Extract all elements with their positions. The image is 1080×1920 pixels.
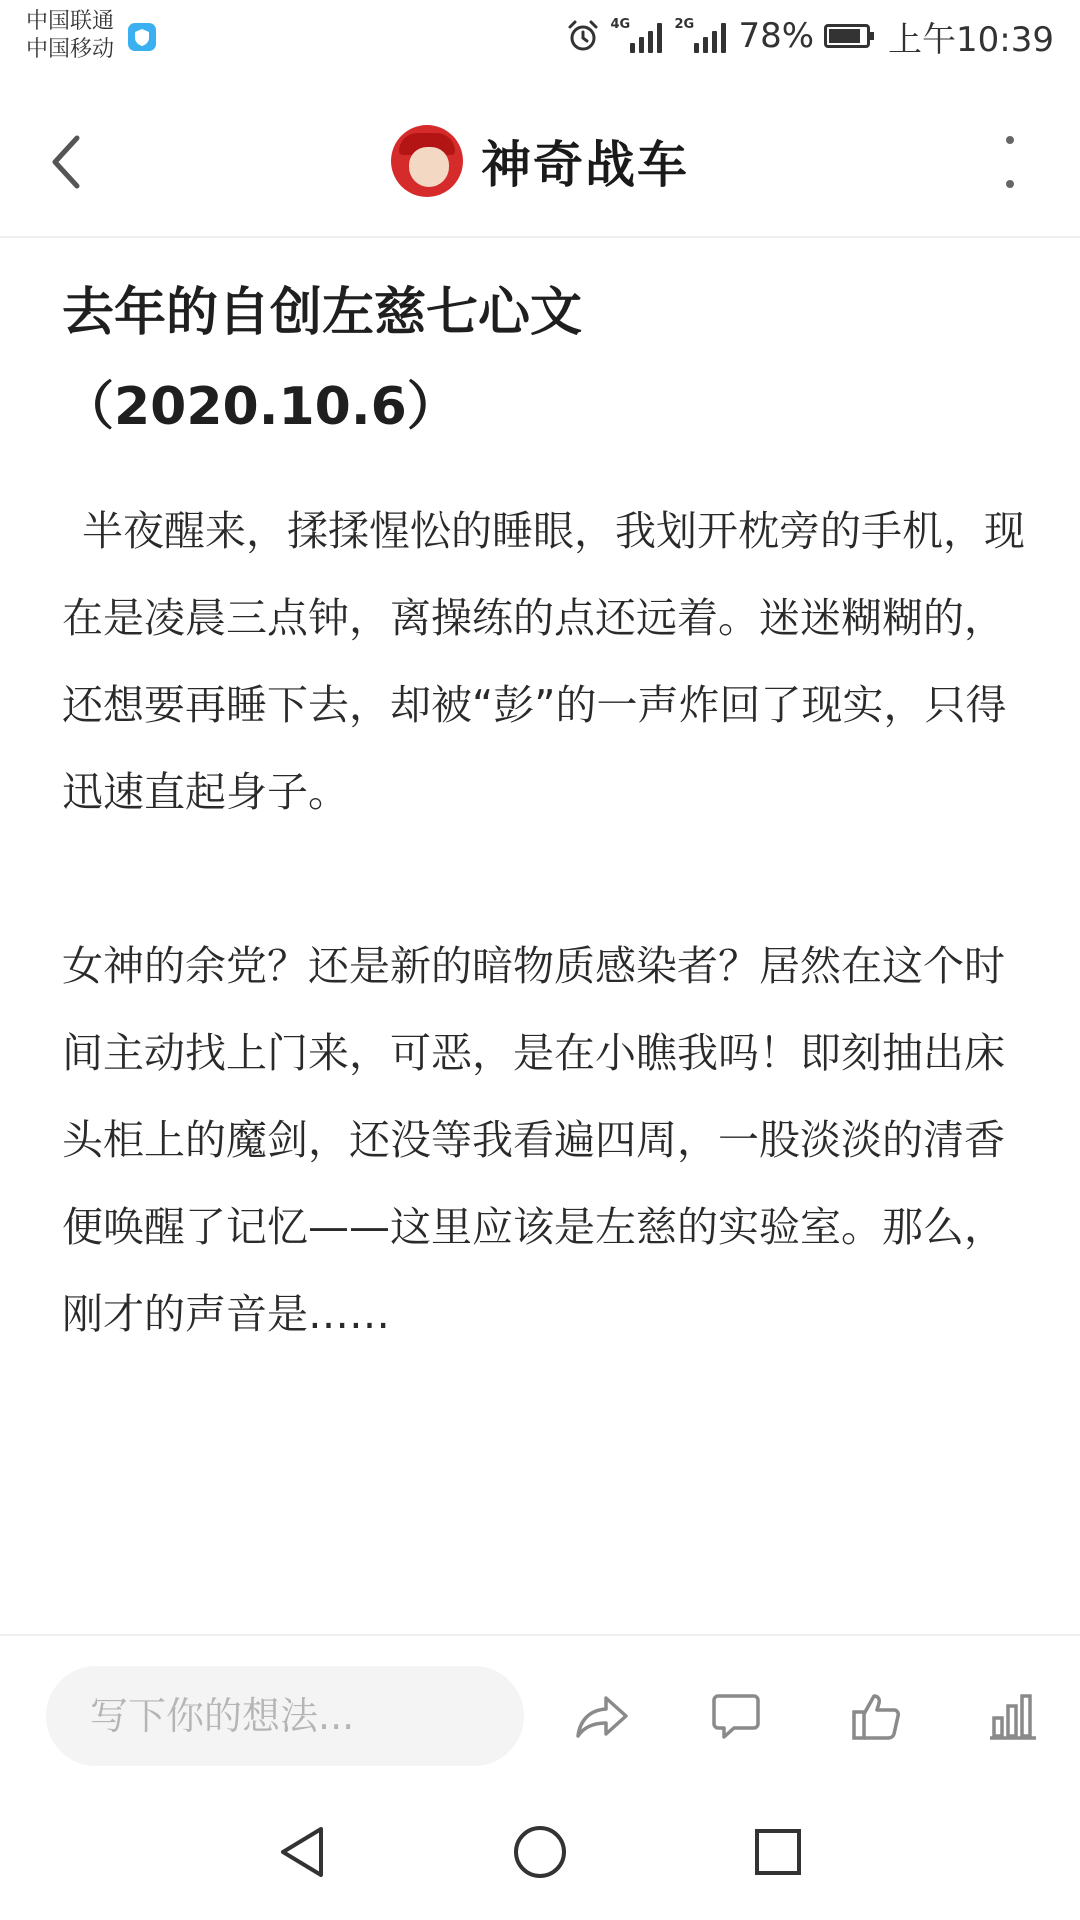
triangle-back-icon	[277, 1825, 327, 1879]
thumbs-up-icon	[850, 1690, 902, 1742]
signal-bar	[657, 23, 662, 53]
signal-bar	[721, 23, 726, 53]
bottom-action-bar	[0, 1634, 1080, 1786]
battery-percent: 78%	[738, 16, 815, 56]
stats-button[interactable]	[982, 1686, 1042, 1746]
net-label-4g: 4G	[610, 17, 631, 32]
article-date: （2020.10.6）	[62, 377, 459, 437]
signal-bar	[639, 37, 644, 53]
battery-icon	[824, 24, 870, 48]
article-paragraph: 女神的余党？还是新的暗物质感染者？居然在这个时间主动找上门来，可恶，是在小瞧我吗！即刻抽出床头柜上的魔剑，还没等我看遍四周，一股淡淡的清香便唤醒了记忆——这里应该是左慈的实验室。那么，刚才的声音是……	[62, 942, 1005, 1338]
status-indicators	[566, 14, 1054, 58]
carrier-2: 中国移动	[26, 37, 115, 62]
comment-button[interactable]	[706, 1686, 766, 1746]
battery-level	[829, 29, 860, 43]
signal-bar	[648, 31, 653, 53]
comment-bubble-icon	[710, 1690, 762, 1742]
like-button[interactable]	[846, 1686, 906, 1746]
avatar-face	[409, 147, 449, 187]
more-options-button[interactable]	[1000, 136, 1020, 188]
signal-4g	[610, 19, 664, 53]
signal-2g	[674, 19, 728, 53]
channel-name[interactable]: 神奇战车	[481, 136, 689, 194]
app-header	[0, 86, 1080, 238]
channel-header[interactable]	[0, 116, 1080, 206]
more-dot	[1006, 180, 1014, 188]
clock: 上午10:39	[888, 19, 1054, 60]
comment-input[interactable]	[46, 1666, 524, 1766]
bar-chart-icon	[986, 1690, 1038, 1742]
signal-bar	[630, 43, 635, 53]
article-title-line: 去年的自创左慈七心文	[62, 283, 583, 343]
signal-bar	[712, 31, 717, 53]
signal-bar	[694, 43, 699, 53]
share-button[interactable]	[572, 1686, 632, 1746]
nav-home-button[interactable]	[508, 1820, 572, 1884]
article-title	[62, 266, 1022, 454]
nav-recent-button[interactable]	[746, 1820, 810, 1884]
carrier-info	[26, 8, 114, 64]
circle-home-icon	[512, 1824, 568, 1880]
system-nav-bar	[0, 1784, 1080, 1920]
article-paragraph: 半夜醒来，揉揉惺忪的睡眼，我划开枕旁的手机，现在是凌晨三点钟，离操练的点还远着。迷迷糊糊的，还想要再睡下去，却被“彭”的一声炸回了现实，只得迅速直起身子。	[62, 507, 1025, 816]
signal-bar	[703, 37, 708, 53]
channel-avatar[interactable]	[391, 125, 463, 197]
square-recent-icon	[753, 1827, 803, 1877]
shield-icon	[126, 22, 158, 52]
net-label-2g: 2G	[674, 17, 695, 32]
nav-back-button[interactable]	[270, 1820, 334, 1884]
more-dot	[1006, 136, 1014, 144]
alarm-icon	[566, 19, 600, 53]
carrier-1: 中国联通	[26, 9, 115, 34]
status-bar	[0, 0, 1080, 72]
paragraph-spacer	[62, 836, 1042, 923]
share-arrow-icon	[574, 1692, 630, 1740]
article-body	[62, 488, 1042, 1358]
